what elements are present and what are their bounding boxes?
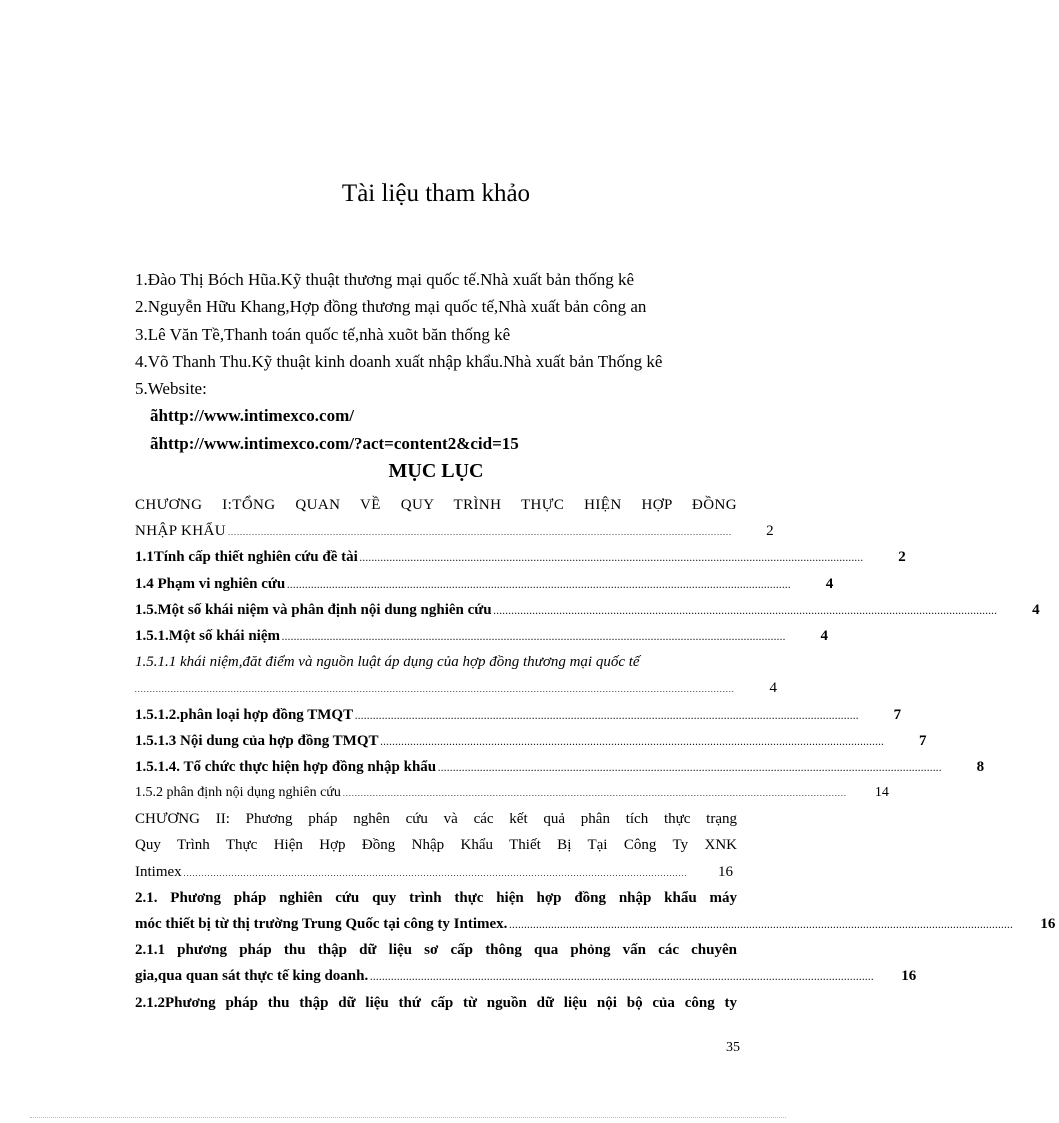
toc-entry[interactable] (135, 544, 906, 570)
reference-link[interactable]: ãhttp://www.intimexco.com/?act=content2&cid=15 (150, 433, 519, 453)
toc-entry-text: 2.1.2Phương pháp thu thập dữ liệu thứ cấp từ nguồn dữ liệu nội bộ của công ty (135, 994, 737, 1011)
toc-entry[interactable] (135, 571, 834, 597)
toc-page-number: 14 (874, 785, 889, 801)
toc-entry-text: CHƯƠNG II: Phương pháp nghên cứu và các kết quả phân tích thực trạng (135, 811, 737, 828)
toc-page-number: 4 (769, 680, 777, 697)
toc-entry[interactable] (135, 780, 889, 806)
page-number: 35 (726, 1040, 740, 1055)
toc-entry[interactable] (135, 728, 927, 754)
reference-item: 2.Nguyễn Hữu Khang,Hợp đồng thương mại quốc tế,Nhà xuất bản công an (135, 297, 647, 317)
toc-entry-text: 1.5.Một số khái niệm và phân định nội dung nghiên cứu (135, 601, 492, 618)
toc-page-number: 4 (825, 575, 834, 592)
toc-entry[interactable] (135, 806, 737, 885)
dot-leader: ........................................................................................................................................................................ (342, 789, 847, 799)
toc-entry[interactable] (135, 623, 829, 649)
toc-entry-text: 1.5.1.4. Tổ chức thực hiện hợp đồng nhập khẩu (135, 758, 437, 775)
page-bottom-divider (30, 1117, 786, 1118)
toc-entry-text: móc thiết bị từ thị trường Trung Quốc tại công ty Intimex. (135, 916, 508, 932)
table-of-contents (135, 492, 1056, 1016)
references-list (135, 266, 755, 457)
dot-leader: ........................................................................................................................................................................ (183, 868, 688, 878)
toc-entry-text: NHẬP KHẨU (135, 523, 226, 540)
toc-entry[interactable] (135, 990, 737, 1016)
toc-page-number: 2 (898, 549, 906, 566)
dot-leader: ........................................................................................................................................................................ (359, 554, 864, 564)
toc-entry[interactable] (135, 937, 917, 989)
reference-item: 3.Lê Văn Tề,Thanh toán quốc tế,nhà xuõt băn thống kê (135, 324, 511, 344)
toc-entry-text: CHƯƠNG I:TỔNG QUAN VỀ QUY TRÌNH THỰC HIỆN HỢP ĐỒNG (135, 497, 737, 513)
toc-entry-text: 1.5.2 phân định nội dụng nghiên cứu (135, 785, 341, 801)
toc-page-number: 7 (893, 706, 902, 723)
toc-page-number: 4 (820, 627, 829, 644)
toc-entry-text: Intimex (135, 863, 182, 880)
toc-entry-text: 1.5.1.3 Nội dung của hợp đồng TMQT (135, 732, 379, 749)
toc-entry-text: 1.5.1.1 khái niệm,đăt điểm và nguồn luật áp dụng của hợp đồng thương mại quốc tế (135, 654, 640, 671)
dot-leader: ........................................................................................................................................................................ (282, 632, 787, 642)
toc-entry[interactable] (135, 597, 1040, 623)
toc-entry[interactable] (135, 754, 985, 780)
dot-leader: ........................................................................................................................................................................ (227, 528, 732, 538)
toc-page-number: 2 (766, 523, 774, 540)
toc-title: MỤC LỤC (388, 460, 484, 482)
toc-entry-text: 1.5.1.Một số khái niệm (135, 627, 281, 644)
dot-leader: ........................................................................................................................................................................ (370, 973, 875, 983)
toc-entry-text: gia,qua quan sát thực tế king doanh. (135, 968, 369, 985)
reference-item: 4.Võ Thanh Thu.Kỹ thuật kinh doanh xuất nhập khẩu.Nhà xuất bản Thống kê (135, 351, 663, 371)
reference-item: 1.Đào Thị Bóch Hũa.Kỹ thuật thương mại quốc tế.Nhà xuất bản thống kê (135, 270, 634, 289)
dot-leader: ........................................................................................................................................................................................................ (135, 685, 735, 695)
toc-page-number: 4 (1032, 601, 1040, 618)
toc-entry[interactable] (135, 649, 777, 701)
toc-entry-text: Quy Trình Thực Hiện Hợp Đồng Nhập Khẩu Thiết Bị Tại Công Ty XNK (135, 837, 737, 854)
toc-page-number: 8 (976, 758, 985, 775)
dot-leader: ........................................................................................................................................................................ (438, 763, 943, 773)
toc-page-number: 7 (919, 732, 927, 749)
toc-entry-text: 2.1.1 phương pháp thu thập dữ liệu sơ cấp thông qua phỏng vấn các chuyên (135, 942, 737, 959)
toc-page-number: 16 (718, 863, 733, 880)
dot-leader: ........................................................................................................................................................................ (493, 606, 998, 616)
toc-entry-text: 2.1. Phương pháp nghiên cứu quy trình thực hiện hợp đồng nhập khẩu máy (135, 889, 737, 906)
toc-entry-text: 1.5.1.2.phân loại hợp đồng TMQT (135, 706, 354, 723)
toc-entry-text: 1.4 Phạm vi nghiên cứu (135, 575, 286, 592)
toc-page-number: 16 (1040, 916, 1056, 932)
toc-entry-text: 1.1Tính cấp thiết nghiên cứu đề tài (135, 549, 358, 566)
dot-leader: ........................................................................................................................................................................ (355, 711, 860, 721)
toc-page-number: 16 (901, 968, 917, 985)
dot-leader: ........................................................................................................................................................................ (380, 737, 885, 747)
dot-leader: ........................................................................................................................................................................ (287, 580, 792, 590)
reference-link[interactable]: ãhttp://www.intimexco.com/ (150, 406, 354, 426)
toc-entry[interactable] (135, 702, 902, 728)
references-title: Tài liệu tham khảo (341, 180, 531, 207)
reference-item: 5.Website: (135, 379, 207, 399)
dot-leader: ........................................................................................................................................................................ (509, 921, 1014, 930)
toc-entry[interactable] (135, 492, 774, 544)
toc-entry[interactable] (135, 885, 1056, 937)
